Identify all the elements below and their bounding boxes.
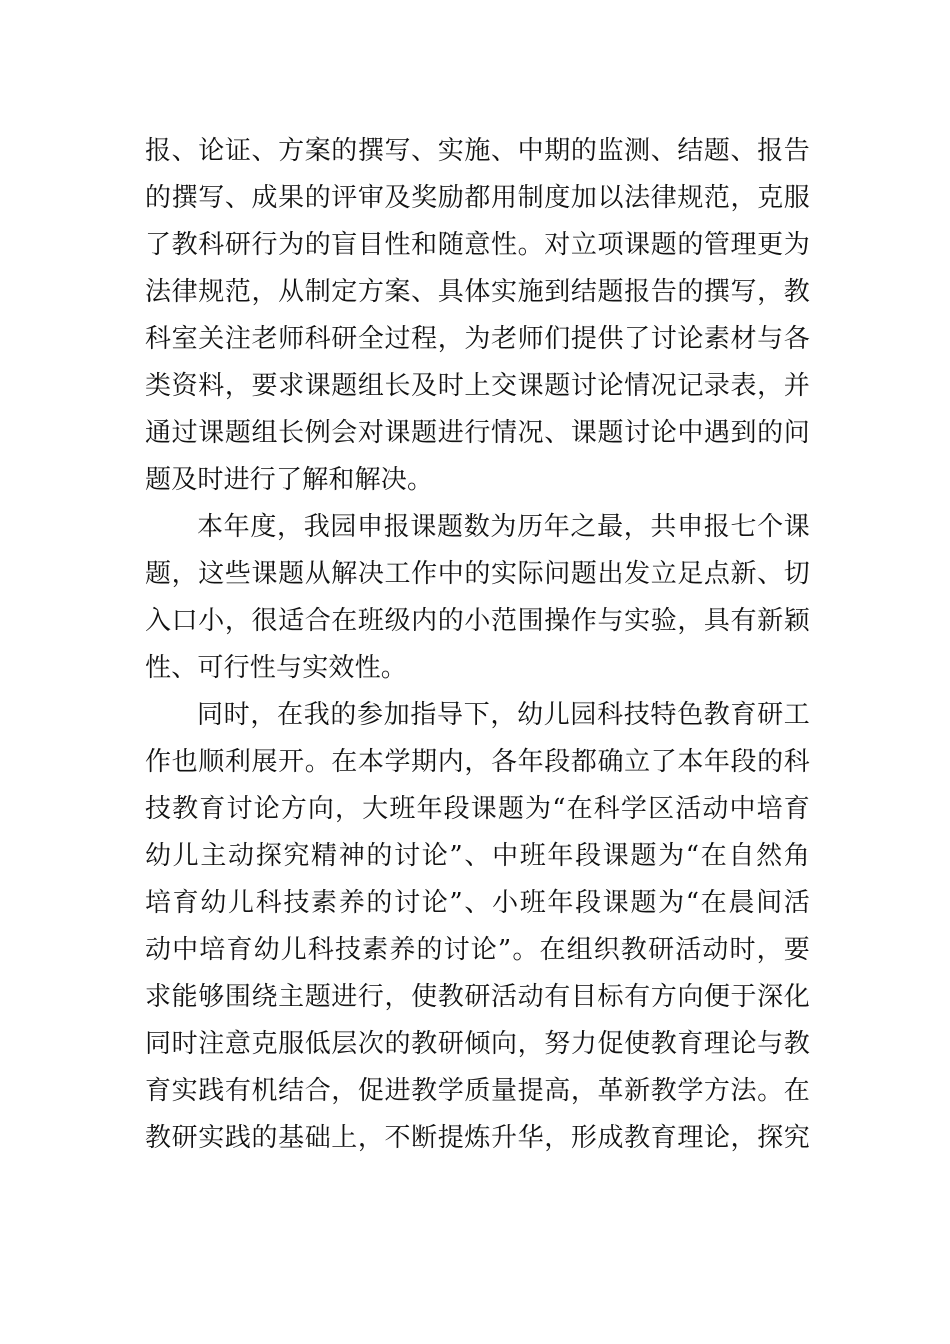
text-line: 育实践有机结合，促进教学质量提高，革新教学方法。在 [145,1076,810,1106]
text-line: 题及时进行了解和解决。 [145,465,434,495]
text-line: 求能够围绕主题进行，使教研活动有目标有方向便于深化 [145,982,810,1012]
text-line: 入口小，很适合在班级内的小范围操作与实验，具有新颖 [145,606,810,636]
text-line: 科室关注老师科研全过程，为老师们提供了讨论素材与各 [145,324,810,354]
text-line: 动中培育幼儿科技素养的讨论”。在组织教研活动时，要 [145,935,810,965]
paragraph-3 [145,692,810,1162]
text-line: 同时，在我的参加指导下，幼儿园科技特色教育研工 [197,700,810,730]
text-line: 作也顺利展开。在本学期内，各年段都确立了本年段的科 [145,747,810,777]
text-line: 性、可行性与实效性。 [145,653,408,683]
text-line: 报、论证、方案的撰写、实施、中期的监测、结题、报告 [145,136,810,166]
paragraph-2 [145,504,810,692]
text-line: 的撰写、成果的评审及奖励都用制度加以法律规范，克服 [145,183,810,213]
text-line: 幼儿主动探究精神的讨论”、中班年段课题为“在自然角 [145,841,810,871]
document-body [145,128,810,1162]
text-line: 通过课题组长例会对课题进行情况、课题讨论中遇到的问 [145,418,810,448]
paragraph-1 [145,128,810,504]
text-line: 法律规范，从制定方案、具体实施到结题报告的撰写，教 [145,277,810,307]
text-line: 培育幼儿科技素养的讨论”、小班年段课题为“在晨间活 [145,888,810,918]
text-line: 了教科研行为的盲目性和随意性。对立项课题的管理更为 [145,230,810,260]
text-line: 同时注意克服低层次的教研倾向，努力促使教育理论与教 [145,1029,810,1059]
text-line: 本年度，我园申报课题数为历年之最，共申报七个课 [197,512,810,542]
text-line: 题，这些课题从解决工作中的实际问题出发立足点新、切 [145,559,810,589]
text-line: 教研实践的基础上，不断提炼升华，形成教育理论，探究 [145,1123,810,1153]
text-line: 技教育讨论方向，大班年段课题为“在科学区活动中培育 [145,794,810,824]
text-line: 类资料，要求课题组长及时上交课题讨论情况记录表，并 [145,371,810,401]
